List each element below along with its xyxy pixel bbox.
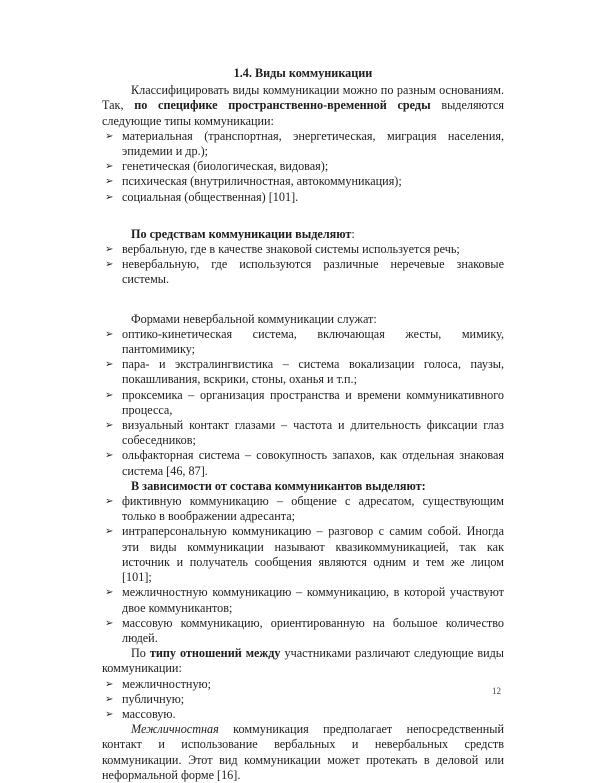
list-item [102, 327, 504, 357]
arrow-bullet-icon: ➢ [105, 176, 114, 188]
list-item [102, 585, 504, 615]
list-item-text: пара- и экстралингвистика – система вокализации голоса, паузы, покашливания, вскрики, стоны, оханья и т.п.; [122, 357, 504, 387]
list-item-text: ольфакторная система – совокупность запахов, как отдельная знаковая система [46, 87]. [122, 448, 504, 478]
relations-text-post: участниками различают следующие виды коммуникации: [102, 646, 504, 676]
list-item [102, 494, 504, 524]
list-participants [102, 494, 504, 646]
list-item-text: оптико-кинетическая система, включающая жесты, мимику, пантомимику; [122, 326, 504, 357]
intro-text-bold: по специфике пространственно-временной среды [134, 98, 431, 113]
arrow-bullet-icon: ➢ [105, 328, 114, 340]
list-item [102, 677, 504, 692]
relations-text-pre: По [131, 646, 150, 661]
list-item-text: массовую. [122, 706, 176, 721]
intro-text-post: выделяются следующие типы коммуникации: [102, 98, 504, 128]
list-item [102, 692, 504, 707]
list-item-text: вербальную, где в качестве знаковой системы используется речь; [122, 242, 460, 257]
page-content [102, 66, 504, 783]
list-item-text: визуальный контакт глазами – частота и длительность фиксации глаз собеседников; [122, 418, 504, 448]
arrow-bullet-icon: ➢ [105, 244, 114, 256]
means-heading [102, 227, 504, 242]
relations-paragraph [102, 646, 504, 676]
list-item-text: массовую коммуникацию, ориентированную на большое количество людей. [122, 615, 504, 645]
section-heading: 1.4. Виды коммуникации [233, 66, 373, 80]
list-item [102, 174, 504, 189]
arrow-bullet-icon: ➢ [105, 191, 114, 203]
list-item [102, 257, 504, 287]
list-item-text: проксемика – организация пространства и времени коммуникативного процесса, [122, 387, 504, 417]
participants-heading: В зависимости от состава коммуникантов выделяют: [131, 478, 426, 493]
arrow-bullet-icon: ➢ [105, 526, 114, 538]
means-heading-colon: : [351, 226, 355, 241]
list-item-text: материальная (транспортная, энергетическая, миграция населения, эпидемии и др.); [122, 128, 504, 159]
arrow-bullet-icon: ➢ [105, 259, 114, 271]
list-item [102, 129, 504, 159]
arrow-bullet-icon: ➢ [105, 708, 114, 720]
list-item [102, 190, 504, 205]
closing-italic: Межличностная [131, 722, 219, 737]
intro-paragraph [102, 83, 504, 129]
list-item [102, 524, 504, 585]
list-item-text: психическая (внутриличностная, автокоммуникация); [122, 174, 402, 189]
nonverbal-intro: Формами невербальной коммуникации служат: [131, 311, 377, 326]
list-item-text: межличностную коммуникацию – коммуникацию, в которой участвуют двое коммуникантов; [122, 585, 504, 615]
list-item-text: публичную; [122, 691, 185, 706]
list-item [102, 448, 504, 478]
list-item [102, 707, 504, 722]
list-spatial-types [102, 129, 504, 205]
arrow-bullet-icon: ➢ [105, 678, 114, 690]
arrow-bullet-icon: ➢ [105, 389, 114, 401]
list-item [102, 357, 504, 387]
list-item-text: интраперсональную коммуникацию – разговор с самим собой. Иногда эти виды коммуникации называют квазикоммуникацией, так как источник и получатель сообщения являются одним и тем же лицом [101]; [122, 524, 504, 585]
arrow-bullet-icon: ➢ [105, 161, 114, 173]
list-item-text: социальная (общественная) [101]. [122, 189, 299, 204]
arrow-bullet-icon: ➢ [105, 496, 114, 508]
list-item [102, 418, 504, 448]
arrow-bullet-icon: ➢ [105, 617, 114, 629]
list-item [102, 388, 504, 418]
closing-paragraph [102, 722, 504, 783]
arrow-bullet-icon: ➢ [105, 693, 114, 705]
intro-text-pre: Классифицировать виды коммуникации можно по разным основаниям. Так, [102, 83, 504, 113]
list-item-text: невербальную, где используются различные неречевые знаковые системы. [122, 257, 504, 287]
list-item [102, 159, 504, 174]
closing-text: коммуникация предполагает непосредственный контакт и использование вербальных и невербальных средств коммуникации. Этот вид коммуникации может протекать в деловой или неформальной форме [16]. [102, 722, 504, 782]
arrow-bullet-icon: ➢ [105, 450, 114, 462]
list-item-text: межличностную; [122, 676, 212, 691]
means-heading-text: По средствам коммуникации выделяют [131, 226, 352, 241]
arrow-bullet-icon: ➢ [105, 130, 114, 142]
list-item [102, 242, 504, 257]
list-item-text: фиктивную коммуникацию – общение с адресатом, существующим только в воображении адресанта; [122, 494, 504, 524]
arrow-bullet-icon: ➢ [105, 359, 114, 371]
list-means [102, 242, 504, 288]
relations-text-bold: типу отношений между [149, 646, 281, 661]
list-nonverbal-forms [102, 327, 504, 479]
arrow-bullet-icon: ➢ [105, 587, 114, 599]
page-number: 12 [492, 686, 501, 696]
list-item [102, 616, 504, 646]
list-relations [102, 677, 504, 723]
arrow-bullet-icon: ➢ [105, 420, 114, 432]
list-item-text: генетическая (биологическая, видовая); [122, 159, 329, 174]
